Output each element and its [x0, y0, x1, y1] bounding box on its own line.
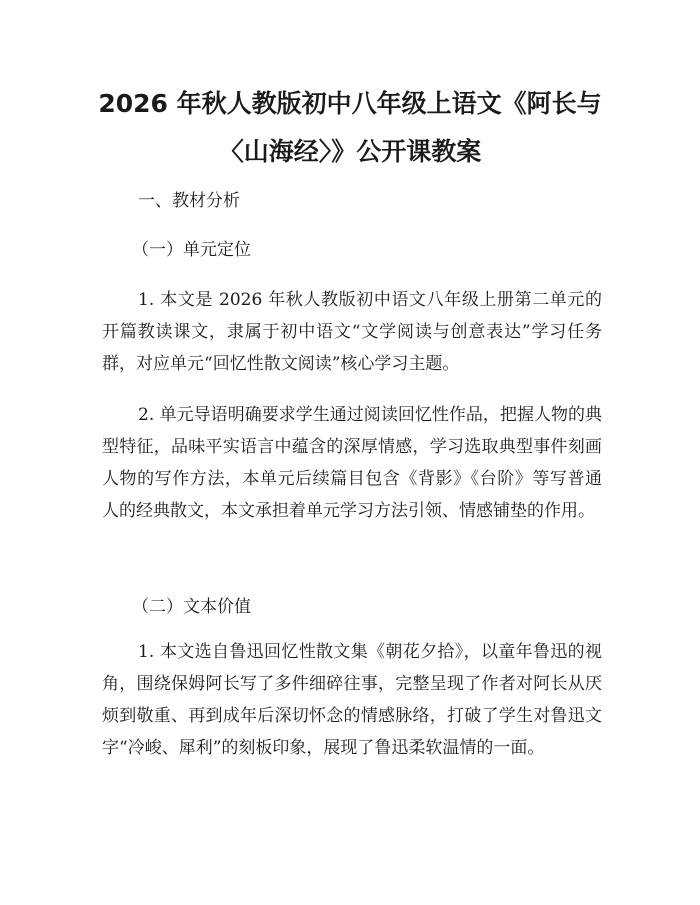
- paragraph-text-value-1: 1. 本文选自鲁迅回忆性散文集《朝花夕拾》，以童年鲁迅的视角，围绕保姆阿长写了多件细碎往事，完整呈现了作者对阿长从厌烦到敬重、再到成年后深切怀念的情感脉络，打破了学生对鲁迅文字“冷峻、犀利”的刻板印象，展现了鲁迅柔软温情的一面。: [102, 642, 602, 758]
- subsection-heading-text-value: （二）文本价值: [132, 597, 251, 617]
- subsection-heading-unit-positioning: （一）单元定位: [132, 240, 251, 260]
- document-title-line-1: 2026 年秋人教版初中八年级上语文《阿长与: [98, 89, 602, 118]
- document-title-line-2: 〈山海经〉》公开课教案: [218, 137, 482, 166]
- section-heading-textbook-analysis: 一、教材分析: [138, 191, 240, 211]
- paragraph-unit-positioning-1: 1. 本文是 2026 年秋人教版初中语文八年级上册第二单元的开篇教读课文，隶属于初中语文“文学阅读与创意表达”学习任务群，对应单元“回忆性散文阅读”核心学习主题。: [102, 290, 602, 374]
- paragraph-unit-positioning-2: 2. 单元导语明确要求学生通过阅读回忆性作品，把握人物的典型特征，品味平实语言中蕴含的深厚情感，学习选取典型事件刻画人物的写作方法，本单元后续篇目包含《背影》《台阶》等写普通人的经典散文，本文承担着单元学习方法引领、情感铺垫的作用。: [102, 405, 602, 521]
